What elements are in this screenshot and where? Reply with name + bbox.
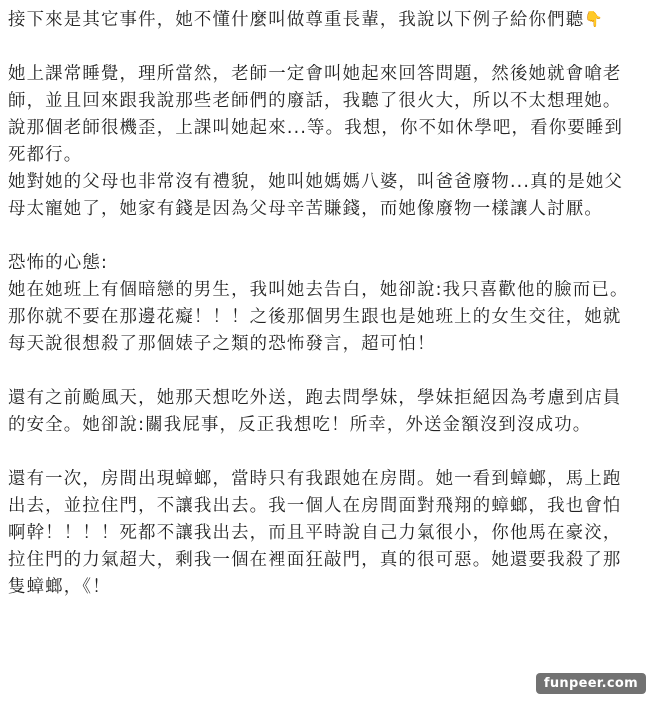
text-line: 恐怖的心態: [8, 253, 109, 273]
paragraph-scary-mindset [8, 250, 656, 358]
paragraph-typhoon [8, 385, 656, 439]
text-line: 拉住門的力氣超大，剩我一個在裡面狂敲門，真的很可惡。她還要我殺了那 [8, 550, 622, 570]
text-line: 母太寵她了，她家有錢是因為父母辛苦賺錢，而她像廢物一樣讓人討厭。 [8, 199, 603, 219]
text-line: 她上課常睡覺，理所當然，老師一定會叫她起來回答問題，然後她就會嗆老 [8, 64, 622, 84]
text-line: 啊幹！！！！死都不讓我出去，而且平時說自己力氣很小，你他馬在豪洨， [8, 523, 622, 543]
text-line: 接下來是其它事件，她不懂什麼叫做尊重長輩，我說以下例子給你們聽👇 [8, 6, 656, 34]
text-line: 她在她班上有個暗戀的男生，我叫她去告白，她卻說:我只喜歡他的臉而已。 [8, 280, 629, 300]
paragraph-cockroach [8, 466, 656, 601]
text-line: 那你就不要在那邊花癡！！！之後那個男生跟也是她班上的女生交往，她就 [8, 307, 622, 327]
text-line: 出去，並拉住門，不讓我出去。我一個人在房間面對飛翔的蟑螂，我也會怕 [8, 496, 622, 516]
text-line: 說那個老師很機歪，上課叫她起來...等。我想，你不如休學吧，看你要睡到 [8, 118, 624, 138]
text-line: 她對她的父母也非常沒有禮貌，她叫她媽媽八婆，叫爸爸廢物...真的是她父 [8, 172, 624, 192]
paragraph-attitude [8, 61, 656, 223]
text-line: 隻蟑螂，《！ [8, 577, 111, 597]
text-line: 師，並且回來跟我說那些老師們的廢話，我聽了很火大，所以不太想理她。 [8, 91, 622, 111]
pointing-down-icon: 👇 [584, 10, 605, 28]
site-watermark: funpeer.com [536, 673, 646, 694]
post-body [8, 6, 656, 628]
text-line: 還有之前颱風天，她那天想吃外送，跑去問學妹，學妹拒絕因為考慮到店員 [8, 388, 622, 408]
text-line: 每天說很想殺了那個婊子之類的恐怖發言，超可怕！ [8, 334, 436, 354]
paragraph-intro [8, 6, 656, 34]
text-line: 的安全。她卻說:關我屁事，反正我想吃！所幸，外送金額沒到沒成功。 [8, 415, 592, 435]
text-line: 死都行。 [8, 145, 83, 165]
text-line: 還有一次，房間出現蟑螂，當時只有我跟她在房間。她一看到蟑螂，馬上跑 [8, 469, 622, 489]
